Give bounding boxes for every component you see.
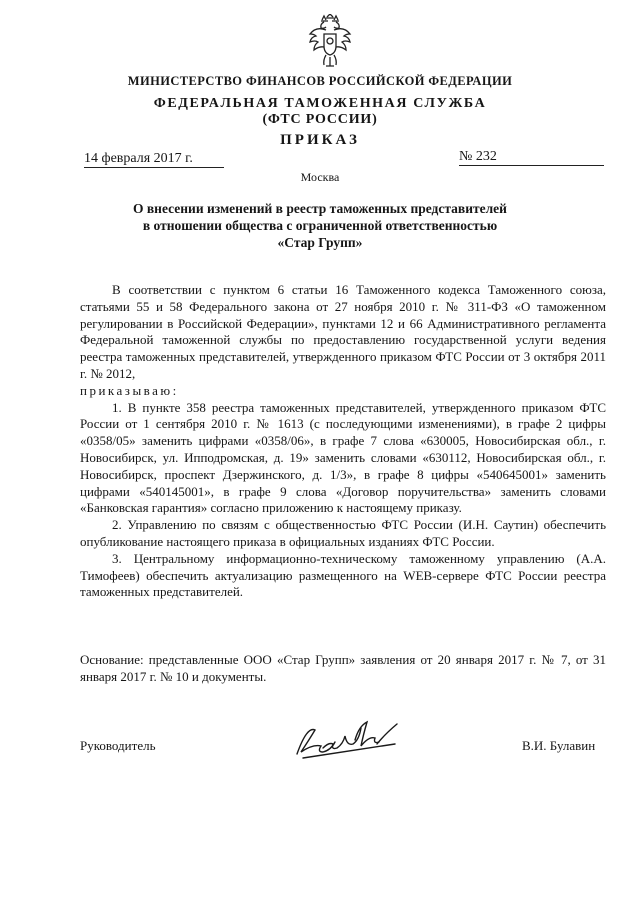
order-item-3: 3. Центральному информационно-техническому таможенному управлению (А.А. Тимофеев) обеспечить актуализацию размещенного на WEB-сервере ФТС России реестра таможенных представителей. (80, 550, 606, 600)
service-title: ФЕДЕРАЛЬНАЯ ТАМОЖЕННАЯ СЛУЖБА (153, 96, 487, 111)
order-subject (60, 200, 580, 251)
order-item-1: 1. В пункте 358 реестра таможенных представителей, утвержденного приказом ФТС России от 1 сентября 2010 г. № 1613 (с последующими изменениями), в графе 2 цифры «0358/05» заменить цифрами «0358/06», в графе 7 слова «630005, Новосибирская обл., г. Новосибирск, ул. Ипподромская, д. 19» заменить словами «630112, Новосибирская обл., г. Новосибирск, проспект Дзержинского, д. 1/3», в графе 8 цифры «540645001» заменить цифрами «540145001», в графе 9 слова «Договор поручительства» заменить словами «Банковская гарантия» согласно приложению к настоящему приказу. (80, 399, 606, 516)
emblem-icon (308, 14, 352, 70)
subject-line-1: О внесении изменений в реестр таможенных представителей (133, 201, 507, 216)
order-word (80, 383, 606, 400)
order-word-text: приказываю: (80, 382, 179, 398)
service-abbreviation: (ФТС РОССИИ) (262, 112, 378, 127)
signer-name: В.И. Булавин (522, 738, 596, 753)
order-body (80, 282, 606, 601)
order-city: Москва (300, 170, 340, 184)
order-date: 14 февраля 2017 г. (84, 150, 224, 168)
signature-icon (293, 718, 405, 766)
subject-line-2: в отношении общества с ограниченной ответственностью (142, 218, 498, 233)
preamble-paragraph: В соответствии с пунктом 6 статьи 16 Таможенного кодекса Таможенного союза, статьями 55 и 58 Федерального закона от 27 ноября 2010 г. № 311-ФЗ «О таможенном регулировании в Российской Федерации», пунктами 12 и 66 Административного регламента Федеральной таможенной службы по предоставлению государственной услуги ведения реестра таможенных представителей, утвержденного приказом ФТС России от 3 октября 2011 г. № 2012, (80, 282, 606, 381)
subject-line-3: «Стар Групп» (277, 235, 363, 250)
signer-position: Руководитель (80, 738, 156, 753)
order-basis: Основание: представленные ООО «Стар Групп» заявления от 20 января 2017 г. № 7, от 31 января 2017 г. № 10 и документы. (80, 652, 606, 684)
order-item-2: 2. Управлению по связям с общественностью ФТС России (И.Н. Саутин) обеспечить опубликование настоящего приказа в официальных изданиях ФТС России. (80, 517, 606, 549)
ministry-title: МИНИСТЕРСТВО ФИНАНСОВ РОССИЙСКОЙ ФЕДЕРАЦИИ (127, 74, 513, 88)
order-number: № 232 (459, 148, 604, 166)
document-type: ПРИКАЗ (280, 132, 360, 148)
